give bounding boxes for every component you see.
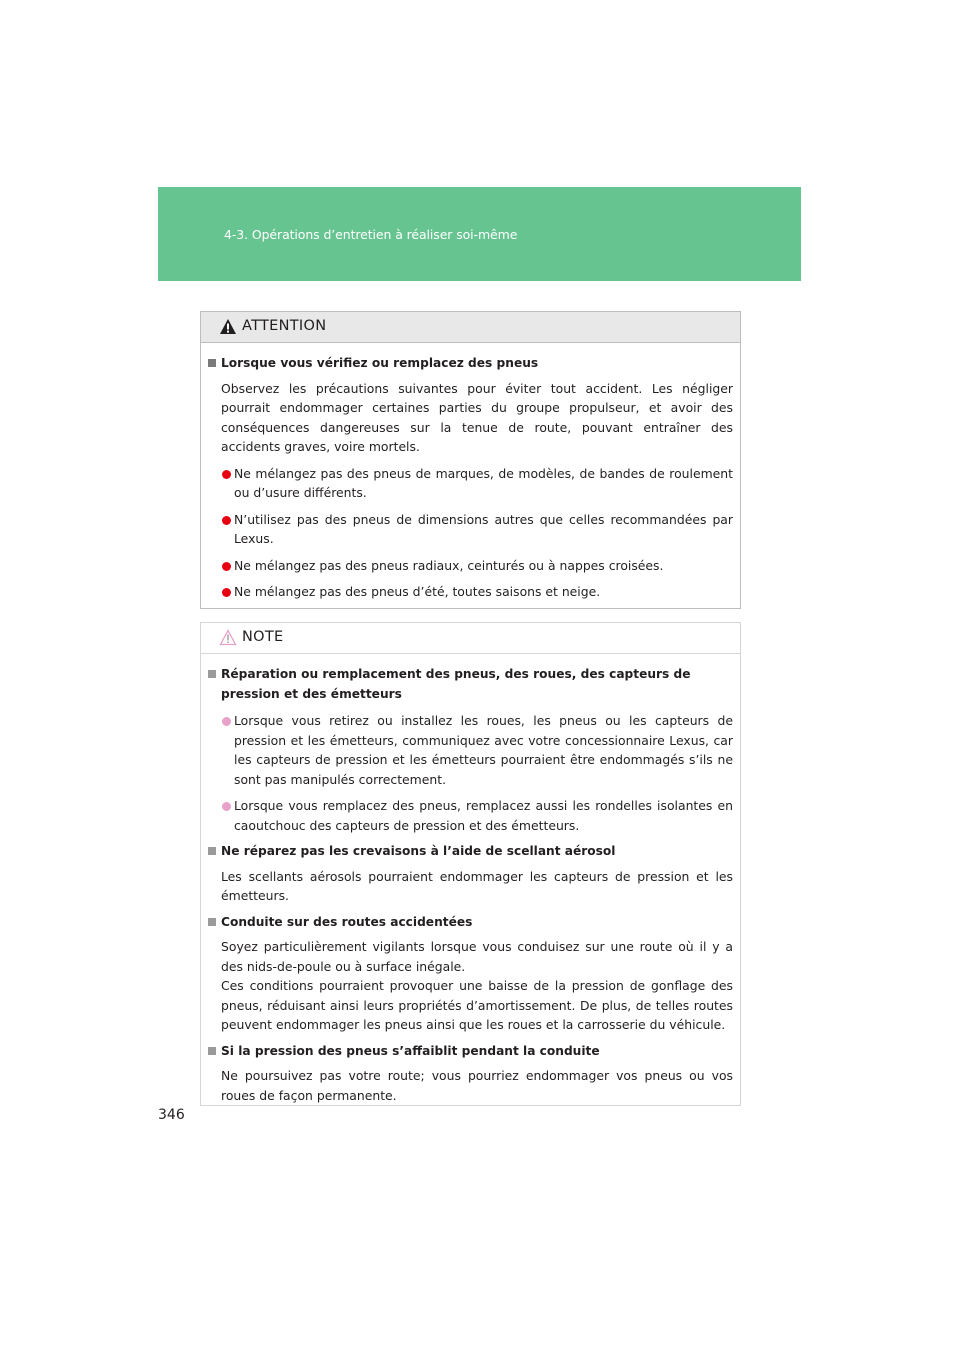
square-bullet-icon (208, 1047, 216, 1055)
bullet-dot-icon (222, 588, 231, 597)
attention-title: ATTENTION (242, 318, 327, 334)
list-item: N’utilisez pas des pneus de dimensions autres que celles recommandées par Lexus. (208, 510, 733, 549)
page-number: 346 (158, 1107, 185, 1123)
list-item: Ne mélangez pas des pneus radiaux, ceinturés ou à nappes croisées. (208, 556, 733, 576)
note-content (208, 665, 733, 1105)
section-title: 4-3. Opérations d’entretien à réaliser soi-même (224, 227, 518, 242)
note-heading: Ne réparez pas les crevaisons à l’aide de scellant aérosol (208, 842, 733, 862)
bullet-dot-icon (222, 562, 231, 571)
note-box (200, 622, 741, 1106)
warning-triangle-icon (219, 318, 237, 335)
square-bullet-icon (208, 918, 216, 926)
square-bullet-icon (208, 670, 216, 678)
note-heading: Si la pression des pneus s’affaiblit pendant la conduite (208, 1042, 733, 1062)
note-bullet-list (208, 711, 733, 835)
square-bullet-icon (208, 847, 216, 855)
note-paragraph: Ne poursuivez pas votre route; vous pourriez endommager vos pneus ou vos roues de façon permanente. (221, 1068, 733, 1103)
note-heading: Réparation ou remplacement des pneus, des roues, des capteurs de pression et des émetteurs (208, 665, 733, 704)
note-header (201, 623, 740, 654)
list-item: Lorsque vous retirez ou installez les roues, les pneus ou les capteurs de pression et les émetteurs, communiquez avec votre concessionnaire Lexus, car les capteurs de pression et les émetteurs pourraient être endommagés s’ils ne sont pas manipulés correctement. (208, 711, 733, 789)
attention-heading: Lorsque vous vérifiez ou remplacez des pneus (208, 354, 733, 374)
list-item: Lorsque vous remplacez des pneus, remplacez aussi les rondelles isolantes en caoutchouc des capteurs de pression et des émetteurs. (208, 796, 733, 835)
bullet-dot-icon (222, 470, 231, 479)
attention-bullet-list (208, 464, 733, 602)
attention-box (200, 311, 741, 609)
note-heading: Conduite sur des routes accidentées (208, 913, 733, 933)
section-header-band (158, 187, 801, 281)
list-item: Ne mélangez pas des pneus d’été, toutes saisons et neige. (208, 582, 733, 602)
note-paragraph: Soyez particulièrement vigilants lorsque vous conduisez sur une route où il y a des nids-de-poule ou à surface inégale. (221, 939, 733, 974)
bullet-dot-icon (222, 516, 231, 525)
note-title: NOTE (242, 629, 284, 645)
list-item: Ne mélangez pas des pneus de marques, de modèles, de bandes de roulement ou d’usure différents. (208, 464, 733, 503)
square-bullet-icon (208, 359, 216, 367)
caution-triangle-outline-icon (219, 629, 237, 646)
note-paragraph: Ces conditions pourraient provoquer une baisse de la pression de gonflage des pneus, réduisant ainsi leurs propriétés d’amortissement. De plus, de telles routes peuvent endommager les pneus ainsi que les roues et la carrosserie du véhicule. (221, 978, 733, 1032)
attention-content (208, 354, 733, 602)
attention-header (201, 312, 740, 343)
bullet-dot-icon (222, 717, 231, 726)
note-paragraph: Les scellants aérosols pourraient endommager les capteurs de pression et les émetteurs. (221, 868, 733, 903)
attention-intro: Observez les précautions suivantes pour éviter tout accident. Les négliger pourrait endommager certaines parties du groupe propulseur, et avoir des conséquences dangereuses sur la tenue de route, pouvant entraîner des accidents graves, voire mortels. (221, 380, 733, 454)
bullet-dot-icon (222, 802, 231, 811)
